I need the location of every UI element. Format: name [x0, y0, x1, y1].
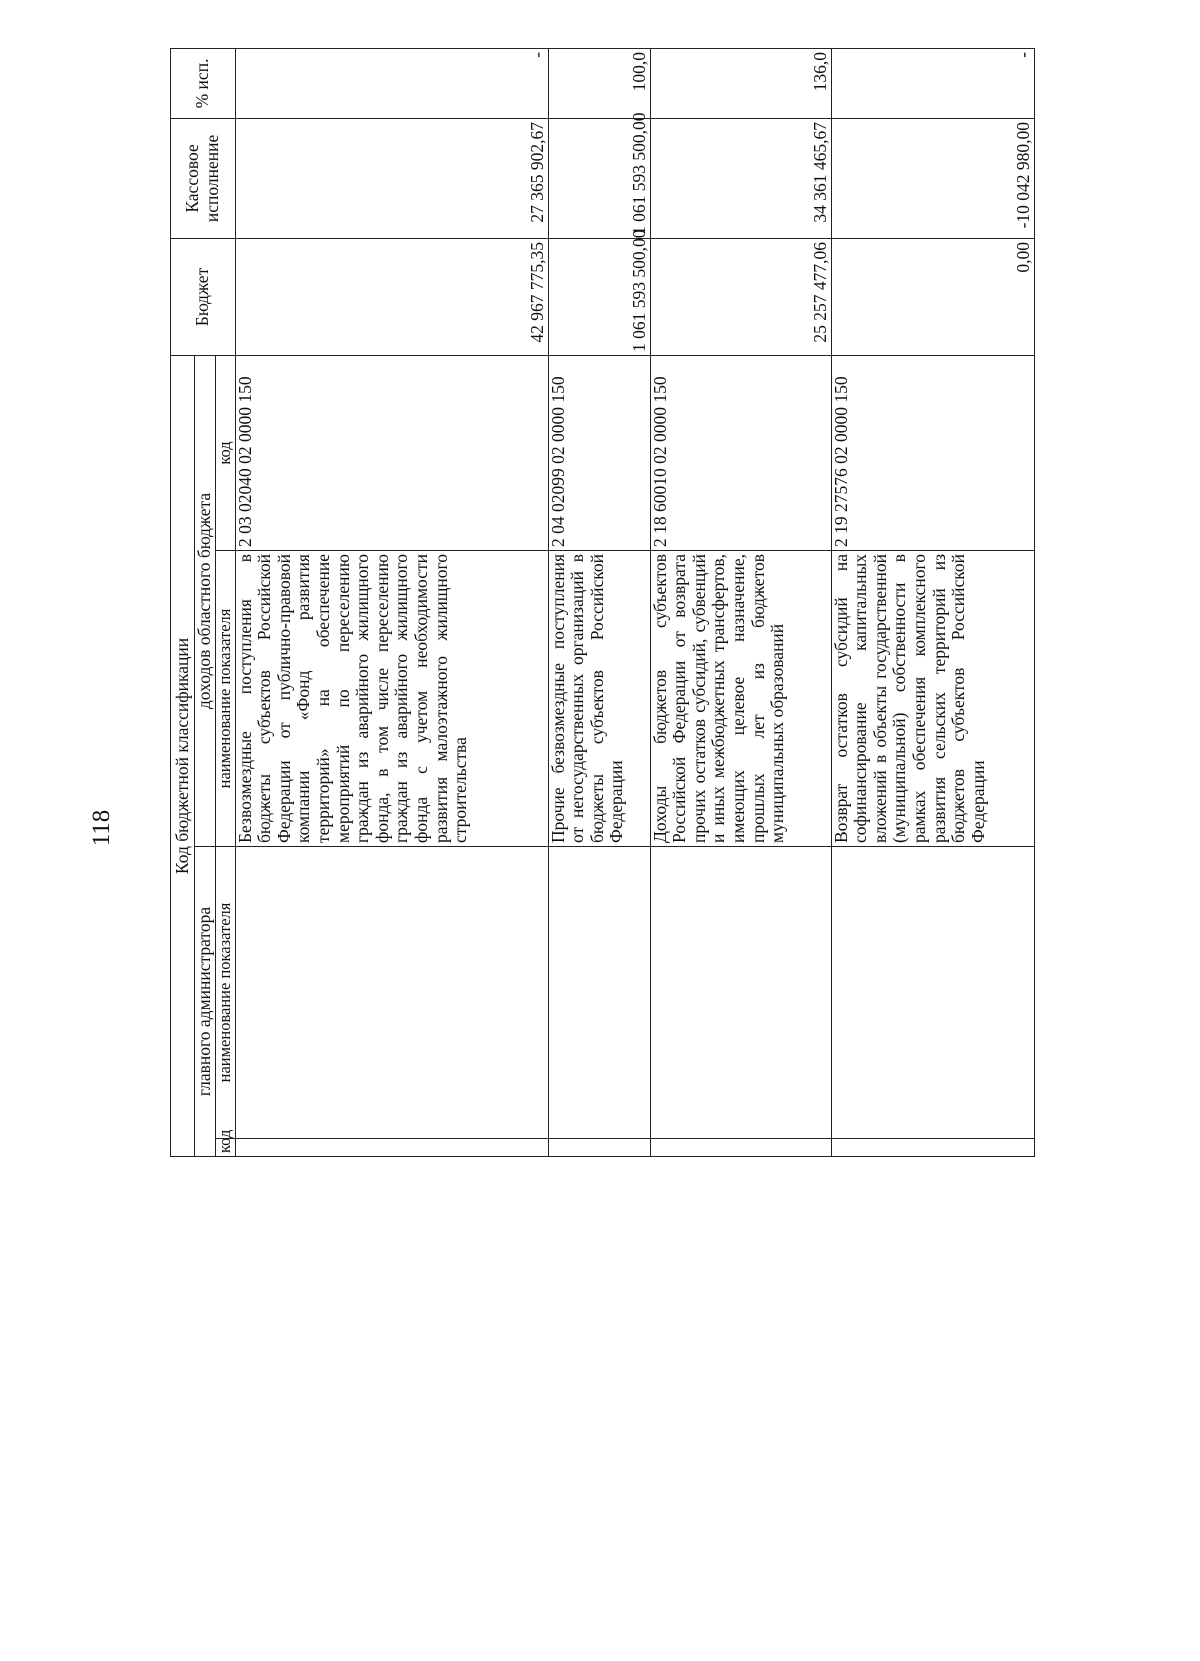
header-admin-indicator-name: наименование показателя: [215, 847, 235, 1139]
admin-code-cell: [235, 1139, 548, 1157]
header-main-admin: главного администратора: [195, 847, 216, 1157]
admin-name-cell: [235, 847, 548, 1139]
budget-cell: 25 257 477,06: [650, 238, 831, 355]
percent-cell: 136,0: [650, 48, 831, 118]
code-cell: 2 03 02040 02 0000 150: [235, 355, 548, 550]
percent-cell: -: [235, 48, 548, 118]
table-row: [650, 48, 831, 1156]
admin-name-cell: [831, 847, 1034, 1139]
table-rotation-frame: [170, 51, 1105, 1157]
header-classification: Код бюджетной классификации: [171, 355, 195, 1156]
budget-cell: 42 967 775,35: [235, 238, 548, 355]
table-row: [831, 48, 1034, 1156]
code-cell: 2 19 27576 02 0000 150: [831, 355, 1034, 550]
admin-name-cell: [650, 847, 831, 1139]
percent-cell: 100,0: [548, 48, 650, 118]
indicator-name-cell: Доходы бюджетов субъектов Российской Федерации от возврата прочих остатков субсидий, субвенций и иных межбюджетных трансфертов, имеющих целевое назначение, прошлых лет из бюджетов муниципальных образований: [650, 551, 831, 847]
table-header: [171, 48, 236, 1156]
header-code: код: [215, 355, 235, 550]
header-indicator-name: наименование показателя: [215, 551, 235, 847]
admin-code-cell: [831, 1139, 1034, 1157]
indicator-name-cell: Возврат остатков субсидий на софинансирование капитальных вложений в объекты государственной (муниципальной) собственности в рамках обеспечения комплексного развития сельских территорий из бюджетов субъектов Российской Федерации: [831, 551, 1034, 847]
indicator-name-cell: Безвозмездные поступления в бюджеты субъектов Российской Федерации от публично-правовой компании «Фонд развития территорий» на обеспечение мероприятий по переселению граждан из аварийного жилищного фонда, в том числе переселению граждан из аварийного жилищного фонда с учетом необходимости развития малоэтажного жилищного строительства: [235, 551, 548, 847]
budget-cell: 1 061 593 500,00: [548, 238, 650, 355]
table-body: [235, 48, 1034, 1156]
percent-cell: -: [831, 48, 1034, 118]
table-rotated-content: [170, 51, 1105, 1157]
table-row: [548, 48, 650, 1156]
execution-cell: 27 365 902,67: [235, 118, 548, 238]
code-cell: 2 18 60010 02 0000 150: [650, 355, 831, 550]
header-cash-execution: Кассовое исполнение: [171, 118, 236, 238]
header-regional-income: доходов областного бюджета: [195, 355, 216, 846]
admin-code-cell: [650, 1139, 831, 1157]
table-row: [235, 48, 548, 1156]
header-admin-code: код: [215, 1139, 235, 1157]
execution-cell: 1 061 593 500,00: [548, 118, 650, 238]
budget-table: [170, 48, 1035, 1157]
admin-code-cell: [548, 1139, 650, 1157]
execution-cell: 34 361 465,67: [650, 118, 831, 238]
header-percent: % исп.: [171, 48, 236, 118]
indicator-name-cell: Прочие безвозмездные поступления от негосударственных организаций в бюджеты субъектов Российской Федерации: [548, 551, 650, 847]
header-budget: Бюджет: [171, 238, 236, 355]
code-cell: 2 04 02099 02 0000 150: [548, 355, 650, 550]
admin-name-cell: [548, 847, 650, 1139]
page-number: 118: [88, 809, 115, 847]
execution-cell: -10 042 980,00: [831, 118, 1034, 238]
budget-cell: 0,00: [831, 238, 1034, 355]
